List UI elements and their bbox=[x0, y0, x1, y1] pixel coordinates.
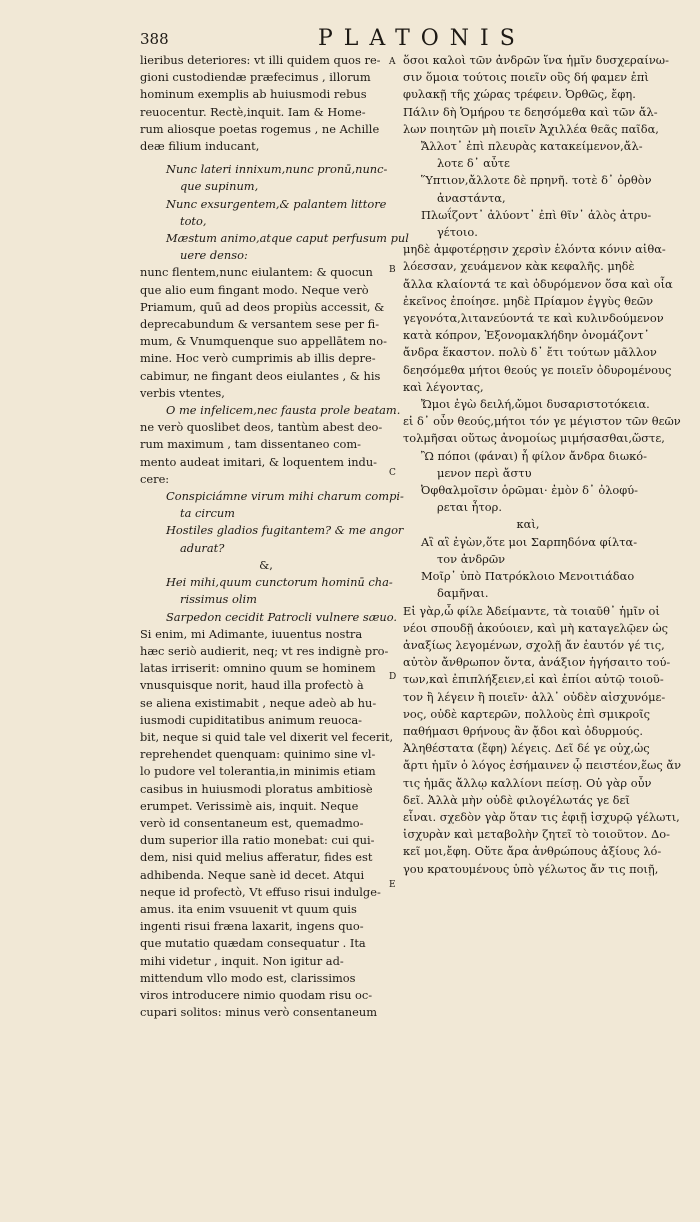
latin-line: uere denso: bbox=[180, 248, 248, 263]
latin-line: mine. Hoc verò cumprimis ab illis depre- bbox=[140, 351, 376, 366]
greek-line: κεῖ μοι,ἔφη. Οὔτε ἄρα ἀνθρώπους ἀξίους λό- bbox=[403, 844, 662, 859]
latin-line: deæ filium inducant, bbox=[140, 139, 260, 154]
latin-line: reprehendet quenquam: quinimo sine vl- bbox=[140, 747, 376, 762]
greek-line: νος, οὐδὲ καρτερῶν, πολλοὺς ἐπὶ σμικροῖς bbox=[403, 706, 651, 721]
greek-line: ἀναστάντα, bbox=[437, 190, 506, 205]
greek-line: γεγονότα,λιτανεύοντά τε καὶ κυλινδούμενον bbox=[403, 311, 664, 326]
greek-line: ἐκεῖνος ἐποίησε. μηδὲ Πρίαμον ἐγγὺς θεῶν bbox=[403, 293, 654, 308]
greek-line: Ὀφθαλμοῖσιν ὁρῶμαι· ἐμὸν δ᾽ ὀλοφύ- bbox=[421, 483, 639, 498]
greek-line: αὐτὸν ἄνθρωπον ὄντα, ἀνάξιον ἡγήσαιτο τού- bbox=[403, 655, 671, 670]
greek-line: μενον περὶ ἄστυ bbox=[437, 465, 532, 480]
greek-line: Ἄλλοτ᾽ ἐπὶ πλευρὰς κατακείμενον,ἄλ- bbox=[421, 139, 643, 154]
latin-line: Hei mihi,quum cunctorum hominū cha- bbox=[166, 575, 393, 590]
page-number: 388 bbox=[140, 30, 169, 48]
greek-line: ἄνδρα ἕκαστον. πολὺ δ᾽ ἔτι τούτων μᾶλλον bbox=[403, 345, 657, 360]
latin-line: adurat? bbox=[180, 540, 225, 555]
latin-line: rissimus olim bbox=[180, 592, 257, 607]
greek-line: Αἲ αἲ ἐγὼν,ὅτε μοι Σαρπηδόνα φίλτα- bbox=[421, 534, 638, 549]
greek-line: Ὢ πόποι (φάναι) ἦ φίλον ἄνδρα διωκό- bbox=[421, 448, 647, 463]
greek-line: ἄρτι ἡμῖν ὁ λόγος ἐσήμαινεν ᾧ πειστέον,ἕως ἄν bbox=[403, 758, 682, 773]
greek-line: ἄλλα κλαίοντά τε καὶ ὀδυρόμενον ὅσα καὶ οἷα bbox=[403, 276, 673, 291]
latin-line: iusmodi cupiditatibus animum reuoca- bbox=[140, 712, 363, 727]
greek-line: δαμῆναι. bbox=[437, 586, 489, 601]
latin-line: ingenti risui fræna laxarit, ingens quo- bbox=[140, 919, 364, 934]
greek-line: λοτε δ᾽ αὖτε bbox=[437, 156, 510, 171]
latin-line: Nunc lateri innixum,nunc pronū,nunc- bbox=[166, 162, 388, 177]
margin-letter-a: A bbox=[389, 57, 396, 67]
greek-line: Ὕπτιον,ἄλλοτε δὲ πρηνῆ. τοτὲ δ᾽ ὀρθὸν bbox=[421, 173, 652, 188]
greek-line: γου κρατουμένους ὑπὸ γέλωτος ἄν τις ποιῇ, bbox=[403, 861, 659, 876]
latin-line: mento audeat imitari, & loquentem indu- bbox=[140, 454, 378, 469]
greek-line: Εἰ γὰρ,ὦ φίλε Ἀδείμαντε, τὰ τοιαῦθ᾽ ἡμῖν οἱ bbox=[403, 603, 660, 618]
margin-letter-c: C bbox=[389, 468, 396, 478]
latin-line: Mæstum animo,atque caput perfusum pul bbox=[166, 231, 409, 246]
latin-line: vnusquisque norit, haud illa profectò à bbox=[140, 678, 364, 693]
latin-line: Nunc exsurgentem,& palantem littore bbox=[166, 196, 387, 211]
latin-line: Si enim, mi Adimante, iuuentus nostra bbox=[140, 626, 363, 641]
running-title: PLATONIS bbox=[318, 26, 526, 51]
greek-line: μηδὲ ἀμφοτέρῃσιν χερσὶν ἑλόντα κόνιν αἰθα- bbox=[403, 242, 666, 257]
greek-line: νέοι σπουδῇ ἀκούοιεν, καὶ μὴ καταγελῷεν ὡς bbox=[403, 620, 668, 635]
latin-line: que alio eum fingant modo. Neque verò bbox=[140, 282, 369, 297]
latin-line: Priamum, quū ad deos propiùs accessit, & bbox=[140, 299, 385, 314]
latin-line: que mutatio quædam consequatur . Ita bbox=[140, 936, 366, 951]
margin-letter-e: E bbox=[389, 880, 396, 890]
greek-line: φυλακῇ τῆς χώρας τρέφειν. Ὀρθῶς, ἔφη. bbox=[403, 87, 636, 102]
greek-line: εἰ δ᾽ οὖν θεούς,μήτοι τόν γε μέγιστον τῶν θεῶν bbox=[403, 414, 681, 429]
latin-line: casibus in huiusmodi ploratus ambitiosè bbox=[140, 781, 373, 796]
latin-line: neque id profectò, Vt effuso risui indulge- bbox=[140, 884, 381, 899]
latin-line: nunc flentem,nunc eiulantem: & quocun bbox=[140, 265, 373, 280]
latin-line: mum, & Vnumquenque suo appellātem no- bbox=[140, 334, 387, 349]
greek-line: τον ἀνδρῶν bbox=[437, 551, 506, 566]
latin-line: verò id consentaneum est, quemadmo- bbox=[140, 815, 364, 830]
latin-line: verbis vtentes, bbox=[140, 385, 225, 400]
greek-line: λόεσσαν, χευάμενον κὰκ κεφαλῆς. μηδὲ bbox=[403, 259, 635, 274]
latin-line: cabimur, ne fingant deos eiulantes , & his bbox=[140, 368, 381, 383]
greek-line: ρεται ἦτορ. bbox=[437, 500, 502, 515]
greek-line: δεησόμεθα μήτοι θεούς γε ποιεῖν ὀδυρομένους bbox=[403, 362, 672, 377]
latin-line: cupari solitos: minus verò consentaneum bbox=[140, 1005, 377, 1020]
latin-line: viros introducere nimio quodam risu oc- bbox=[140, 987, 373, 1002]
greek-line: των,καὶ ἐπιπλήξειεν,εἰ καὶ ἐπίοι αὐτῷ τοιοῦ- bbox=[403, 672, 664, 687]
latin-line: se aliena existimabit , neque adeò ab hu- bbox=[140, 695, 377, 710]
latin-line: bit, neque si quid tale vel dixerit vel fecerit, bbox=[140, 729, 394, 744]
greek-line: σιν ὅμοια τούτοις ποιεῖν οὓς δή φαμεν ἐπὶ bbox=[403, 70, 649, 85]
latin-line: lieribus deteriores: vt illi quidem quos re- bbox=[140, 53, 381, 67]
latin-line: ne verò quoslibet deos, tantùm abest deo- bbox=[140, 420, 383, 435]
greek-line: ἰσχυρὰν καὶ μεταβολὴν ζητεῖ τὸ τοιοῦτον. Δο- bbox=[403, 827, 670, 842]
greek-line: τις ἡμᾶς ἄλλῳ καλλίονι πείσῃ. Οὐ γὰρ οὖν bbox=[403, 775, 652, 790]
latin-line: dem, nisi quid melius afferatur, fides est bbox=[140, 850, 373, 865]
greek-line: καὶ λέγοντας, bbox=[403, 379, 484, 394]
greek-line: Πάλιν δὴ Ὁμήρου τε δεησόμεθα καὶ τῶν ἄλ- bbox=[403, 104, 658, 119]
greek-line: Ὤμοι ἐγὼ δειλή,ὤμοι δυσαριστοτόκεια. bbox=[421, 397, 650, 412]
latin-line: amus. ita enim vsuuenit vt quum quis bbox=[140, 901, 357, 916]
greek-line: καὶ, bbox=[516, 517, 540, 532]
greek-line: Ἀληθέστατα (ἔφη) λέγεις. Δεῖ δέ γε οὐχ,ὡς bbox=[403, 741, 650, 756]
latin-line: Conspiciámne virum mihi charum compi- bbox=[166, 489, 404, 504]
greek-line: λων ποιητῶν μὴ ποιεῖν Ἀχιλλέα θεᾶς παῖδα, bbox=[403, 121, 659, 136]
latin-line: cere: bbox=[140, 471, 170, 486]
latin-line: hæc seriò audierit, neq; vt res indignè pro- bbox=[140, 643, 389, 658]
margin-letter-b: B bbox=[389, 265, 396, 275]
latin-line: reuocentur. Rectè,inquit. Iam & Home- bbox=[140, 104, 366, 119]
latin-line: adhibenda. Neque sanè id decet. Atqui bbox=[140, 867, 365, 882]
latin-line: rum aliosque poetas rogemus , ne Achille bbox=[140, 121, 380, 136]
latin-line: lo pudore vel tolerantia,in minimis etiam bbox=[140, 764, 376, 779]
greek-line: τον ἢ λέγειν ἢ ποιεῖν· ἀλλ᾽ οὐδὲν αἰσχυνόμε- bbox=[403, 689, 666, 704]
latin-line: ta circum bbox=[180, 506, 235, 521]
greek-line: παθήμασι θρήνους ἂν ᾄδοι καὶ ὀδυρμούς. bbox=[403, 723, 644, 738]
greek-line: ὅσοι καλοὶ τῶν ἀνδρῶν ἵνα ἡμῖν δυσχεραίνω- bbox=[403, 53, 669, 67]
latin-line: hominum exemplis ab huiusmodi rebus bbox=[140, 87, 367, 102]
latin-line: gioni custodiendæ præfecimus , illorum bbox=[140, 70, 371, 85]
latin-line: erumpet. Verissimè ais, inquit. Neque bbox=[140, 798, 359, 813]
greek-line: τολμῆσαι οὕτως ἀνομοίως μιμήσασθαι,ὥστε, bbox=[403, 431, 665, 446]
greek-line: γέτοιο. bbox=[437, 225, 478, 240]
latin-column bbox=[140, 52, 409, 1021]
latin-line: deprecabundum & versantem sese per fi- bbox=[140, 317, 380, 332]
latin-line: mihi videtur , inquit. Non igitur ad- bbox=[140, 953, 344, 968]
latin-line: rum maximum , tam dissentaneo com- bbox=[140, 437, 361, 452]
greek-line: εἶναι. σχεδὸν γὰρ ὅταν τις ἐφιῇ ἰσχυρῷ γέλωτι, bbox=[403, 809, 680, 824]
greek-line: δεῖ. Ἀλλὰ μὴν οὐδὲ φιλογέλωτάς γε δεῖ bbox=[403, 792, 630, 807]
latin-line: dum superior illa ratio monebat: cui qui- bbox=[140, 833, 375, 848]
latin-line: Hostiles gladios fugitantem? & me angor bbox=[166, 523, 404, 538]
greek-line: ἀναξίως λεγομένων, σχολῇ ἄν ἑαυτόν γέ τις, bbox=[403, 637, 665, 652]
margin-letter-d: D bbox=[389, 672, 397, 682]
latin-line: que supinum, bbox=[180, 179, 259, 194]
latin-line: latas irriserit: omnino quum se hominem bbox=[140, 661, 376, 676]
latin-line: &, bbox=[259, 557, 273, 572]
greek-line: Πλωΐζοντ᾽ ἀλύοντ᾽ ἐπὶ θῖν᾽ ἁλὸς ἀτρυ- bbox=[421, 207, 652, 222]
greek-line: Μοῖρ᾽ ὑπὸ Πατρόκλοιο Μενοιτιάδαο bbox=[421, 569, 635, 584]
greek-column bbox=[403, 52, 682, 878]
latin-line: Sarpedon cecidit Patrocli vulnere sæuo. bbox=[166, 609, 398, 624]
greek-line: κατὰ κόπρον, Ἐξονομακλήδην ὀνομάζοντ᾽ bbox=[403, 328, 650, 343]
latin-line: O me infelicem,nec fausta prole beatam. bbox=[166, 403, 401, 418]
latin-line: toto, bbox=[180, 213, 207, 228]
latin-line: mittendum vllo modo est, clarissimos bbox=[140, 970, 356, 985]
